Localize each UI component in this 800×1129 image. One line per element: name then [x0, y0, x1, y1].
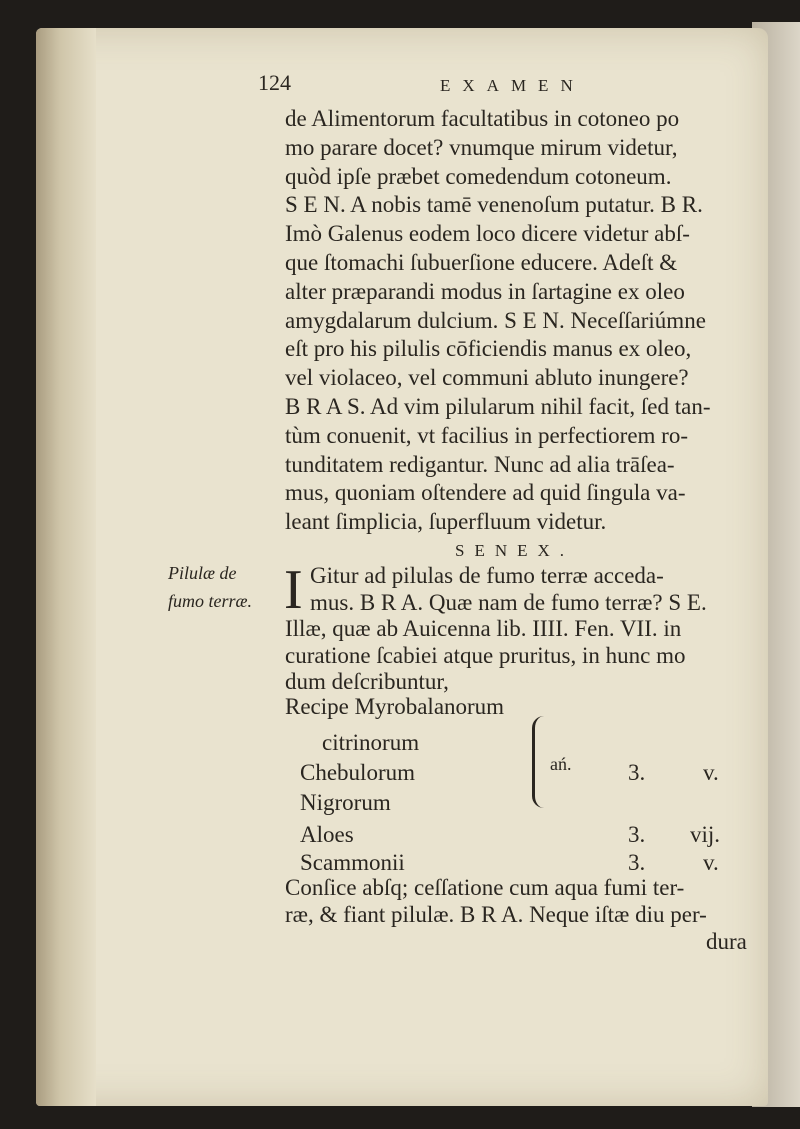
page-number: 124	[258, 70, 291, 95]
margin-note-line-2: fumo terræ.	[168, 591, 253, 611]
body-text-line: dum deſcribuntur,	[285, 669, 449, 694]
section-heading: SENEX.	[455, 541, 575, 560]
recipe-item-name: Nigrorum	[300, 790, 391, 815]
body-text-line: que ſtomachi ſubuerſione educere. Adeſt &	[285, 250, 678, 275]
body-text-line: mus, quoniam oſtendere ad quid ſingula va-	[285, 480, 686, 506]
recipe-qty: 3.	[628, 850, 646, 875]
recipe-qty: 3.	[628, 822, 646, 847]
recipe-item-name: Aloes	[300, 822, 354, 847]
body-text-line: quòd ipſe præbet comedendum cotoneum.	[285, 163, 672, 189]
body-text-line: vel violaceo, vel communi abluto inungere?	[285, 365, 689, 391]
body-text-line: alter præparandi modus in ſartagine ex oleo	[285, 278, 685, 304]
body-text-line: leant ſimplicia, ſuperfluum videtur.	[285, 509, 607, 535]
body-text-line: mus. B R A. Quæ nam de fumo terræ? S E.	[310, 589, 707, 615]
recipe-item-name: Chebulorum	[300, 760, 415, 785]
recipe-unit: v.	[703, 850, 719, 875]
body-text-line: amygdalarum dulcium. S E N. Neceſſariúmne	[285, 307, 706, 333]
recipe-intro: Recipe Myrobalanorum	[285, 694, 505, 719]
body-text-line: tunditatem redigantur. Nunc ad alia trāſea-	[285, 451, 675, 477]
brace-label: ań.	[550, 754, 572, 774]
body-text-line: Gitur ad pilulas de fumo terræ acceda-	[310, 563, 664, 588]
recipe-item-name: citrinorum	[322, 730, 420, 755]
body-text-line: Imò Galenus eodem loco dicere videtur abſ-	[285, 221, 690, 247]
body-text-line: mo parare docet? vnumque mirum videtur,	[285, 134, 678, 160]
recipe-qty: 3.	[628, 760, 646, 785]
page-gutter	[36, 28, 96, 1106]
recipe-unit: v.	[703, 760, 719, 785]
drop-cap: I	[284, 559, 303, 621]
body-text-line: de Alimentorum facultatibus in cotoneo po	[285, 106, 680, 131]
body-text-line: tùm conuenit, vt facilius in perfectiorem ro-	[285, 422, 689, 448]
body-text-line: curatione ſcabiei atque pruritus, in hunc mo	[285, 642, 686, 668]
body-text-line: B R A S. Ad vim pilularum nihil facit, ſed tan-	[285, 394, 711, 419]
body-text-line: S E N. A nobis tamē venenoſum putatur. B R.	[285, 192, 703, 218]
margin-note-line-1: Pilulæ de	[168, 563, 237, 583]
recipe-item-name: Scammonii	[300, 850, 405, 875]
running-head: EXAMEN	[440, 76, 585, 95]
body-text-line: ræ, & fiant pilulæ. B R A. Neque iſtæ diu per-	[285, 902, 707, 927]
recipe-unit: vij.	[690, 822, 721, 847]
body-text-line: Conſice abſq; ceſſatione cum aqua fumi ter-	[285, 875, 685, 900]
body-text-line: dura	[706, 929, 747, 954]
body-text-line: eſt pro his pilulis cōficiendis manus ex oleo,	[285, 336, 692, 362]
body-text-line: Illæ, quæ ab Auicenna lib. IIII. Fen. VII. in	[285, 616, 682, 641]
